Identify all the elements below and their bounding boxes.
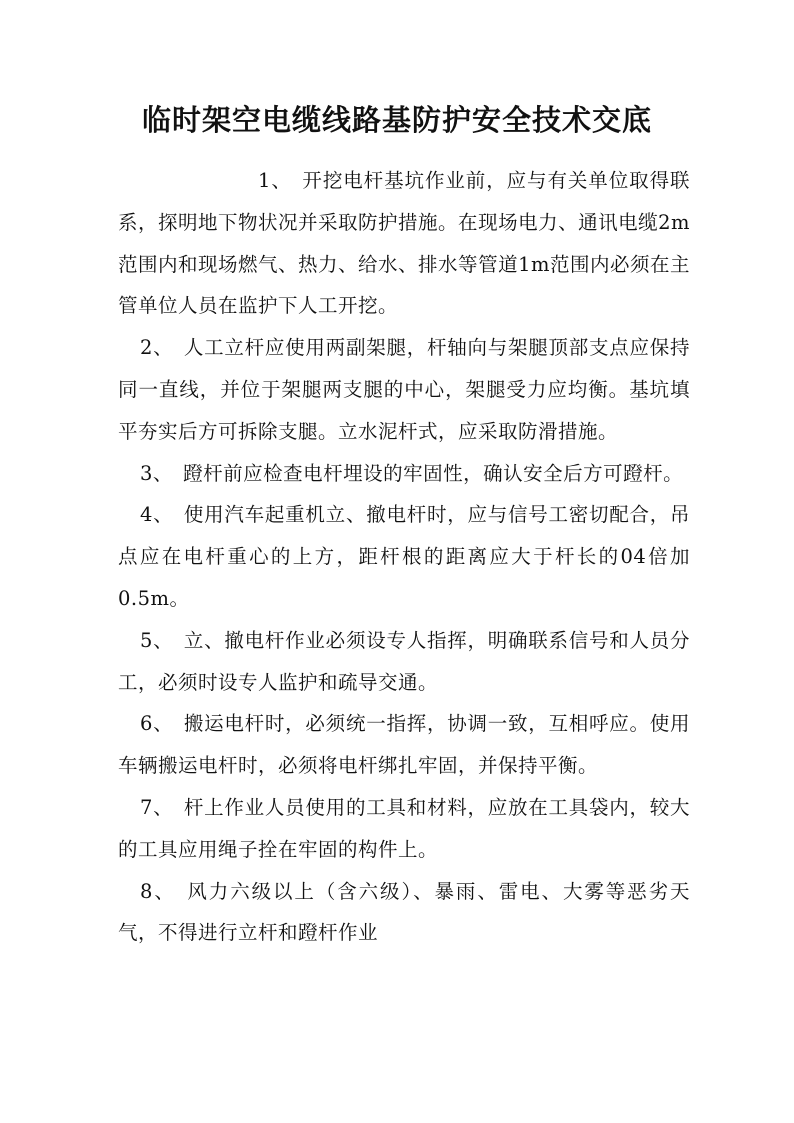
paragraph-8: 8、 风力六级以上（含六级）、暴雨、雷电、大雾等恶劣天气，不得进行立杆和蹬杆作业 [118,879,690,945]
paragraph-6: 6、 搬运电杆时，必须统一指挥，协调一致，互相呼应。使用车辆搬运电杆时，必须将电杆绑扎牢固，并保持平衡。 [118,712,690,778]
paragraph-5: 5、 立、撤电杆作业必须设专人指挥，明确联系信号和人员分工，必须时设专人监护和疏导交通。 [118,628,690,694]
paragraph-4: 4、 使用汽车起重机立、撤电杆时，应与信号工密切配合，吊点应在电杆重心的上方，距杆根的距离应大于杆长的04倍加0.5m。 [118,503,690,610]
document-body [118,160,690,954]
document-title: 临时架空电缆线路基防护安全技术交底 [141,103,652,137]
paragraph-3: 3、 蹬杆前应检查电杆埋设的牢固性，确认安全后方可蹬杆。 [140,461,684,485]
paragraph-2: 2、 人工立杆应使用两副架腿，杆轴向与架腿顶部支点应保持同一直线，并位于架腿两支腿的中心，架腿受力应均衡。基坑填平夯实后方可拆除支腿。立水泥杆式，应采取防滑措施。 [118,336,690,443]
paragraph-1: 1、 开挖电杆基坑作业前，应与有关单位取得联系，探明地下物状况并采取防护措施。在现场电力、通讯电缆2m范围内和现场燃气、热力、给水、排水等管道1m范围内必须在主管单位人员在监护下人工开挖。 [118,169,690,318]
paragraph-7: 7、 杆上作业人员使用的工具和材料，应放在工具袋内，较大的工具应用绳子拴在牢固的构件上。 [118,795,690,861]
